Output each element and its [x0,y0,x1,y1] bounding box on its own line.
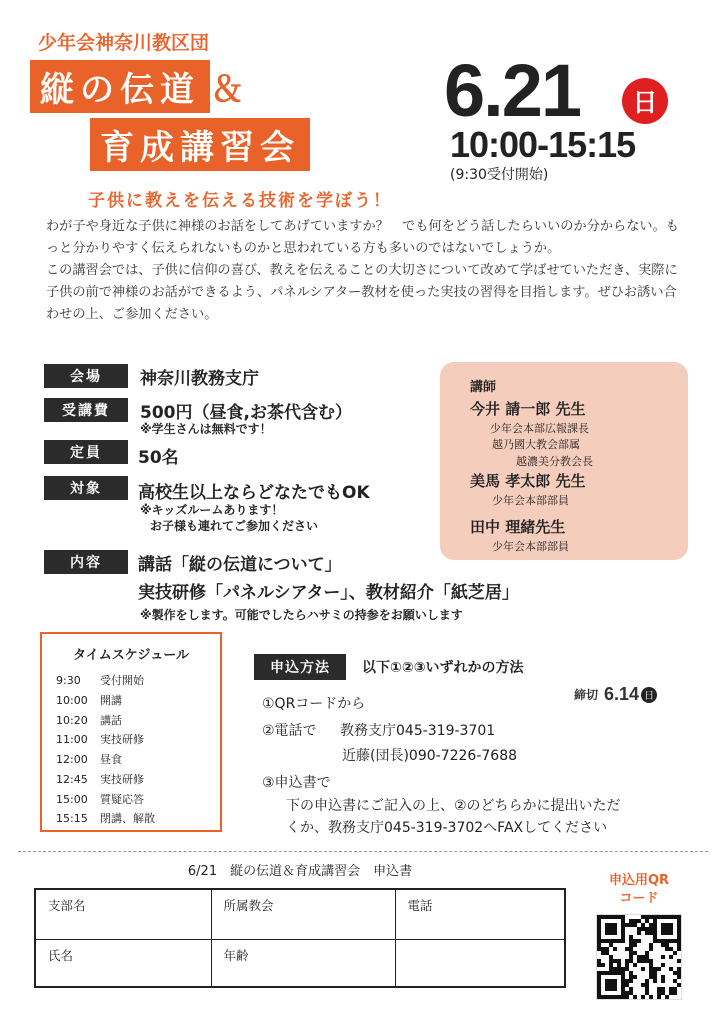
event-date: 6.21 [444,49,581,132]
title-sub: 育成講習会 [90,118,310,171]
fee-label: 受講費 [44,398,128,422]
lecturer-name: 美馬 孝太郎 先生 [470,472,586,490]
venue-value: 神奈川教務支庁 [140,369,259,389]
schedule-item: 開講 [100,694,122,707]
schedule-row [56,692,122,708]
form-church-label: 所属教会 [223,898,274,913]
content-line: 講話「縦の伝道について」 [138,555,342,575]
intro-paragraph: わが子や身近な子供に神様のお話をしてあげていますか？ でも何をどう話したらいいのか分からない。もっと分かりやすく伝えられないものかと思われている方も多いのではないでしょうか。 [46,219,679,256]
subtitle: 子供に教えを伝える技術を学ぼう！ [88,191,392,211]
event-day-badge: 日 [622,78,668,124]
schedule-time: 9:30 [56,674,81,687]
capacity-label: 定員 [44,440,128,464]
form-phone-field[interactable] [395,889,565,939]
schedule-row [56,712,122,728]
form-title: 6/21 縦の伝道＆育成講習会 申込書 [187,864,413,879]
lecturer-panel [440,362,688,560]
content-line: 実技研修「パネルシアター」、教材紹介「紙芝居」 [138,583,519,603]
deadline-label: 締切 [574,688,599,702]
reception-time: (9:30受付開始) [450,167,549,183]
title-ampersand: ＆ [210,70,244,110]
qr-code-icon[interactable] [596,914,682,1000]
schedule-item: 実技研修 [100,773,144,786]
apply-method-form-label: ③申込書で [262,775,331,791]
apply-form-text: くか、教務支庁045-319-3702へFAXしてください [286,820,608,836]
schedule-row [56,672,144,688]
lecturer-role: 少年会本部部員 [492,540,569,553]
form-age-field[interactable] [211,939,395,987]
lecturer-role: 越乃國大教会部属 [492,438,580,451]
schedule-item: 閉講、解散 [100,812,155,825]
lecturer-role: 越濃美分教会長 [516,455,593,468]
schedule-row [56,791,144,807]
form-phone-label: 電話 [407,898,433,913]
application-form [34,888,566,988]
schedule-row [56,771,144,787]
form-name-label: 氏名 [48,947,74,963]
schedule-time: 15:00 [56,793,88,806]
schedule-item: 昼食 [100,753,122,766]
target-note: ※キッズルームあります！ [140,503,284,517]
qr-label [584,872,694,908]
form-age-label: 年齢 [223,947,249,963]
target-label: 対象 [44,476,128,500]
intro-text [46,216,686,326]
schedule-title: タイムスケジュール [73,648,189,663]
schedule-time: 12:45 [56,773,88,786]
form-empty-cell[interactable] [395,939,565,987]
content-note: ※製作をします。可能でしたらハサミの持参をお願いします [140,608,463,622]
fee-note: ※学生さんは無料です！ [140,422,272,436]
form-name-field[interactable] [35,939,211,987]
deadline-day-badge: 日 [641,687,657,703]
apply-method-qr: ①QRコードから [262,696,366,712]
schedule-item: 質疑応答 [100,793,144,806]
schedule-time: 15:15 [56,812,88,825]
form-branch-field[interactable] [35,889,211,939]
deadline [574,684,657,705]
apply-form-text: 下の申込書にご記入の上、②のどちらかに提出いただ [286,798,621,814]
schedule-time: 11:00 [56,733,88,746]
form-church-field[interactable] [211,889,395,939]
organization-name: 少年会神奈川教区団 [38,32,210,54]
target-value: 高校生以上ならどなたでもOK [138,483,370,503]
qr-label-line: 申込用QR [608,873,670,888]
apply-intro: 以下①②③いずれかの方法 [362,660,524,676]
schedule-time: 10:00 [56,694,88,707]
schedule-item: 受付開始 [100,674,144,687]
title-line1 [30,60,244,113]
qr-code-graphic [597,915,681,999]
form-branch-label: 支部名 [48,898,86,913]
lecturer-name: 今井 請一郎 先生 [470,400,586,418]
lecturer-role: 少年会本部部員 [492,494,569,507]
intro-paragraph: この講習会では、子供に信仰の喜び、教えを伝えることの大切さについて改めて学ばせていただき、実際に子供の前で神様のお話ができるよう、パネルシアター教材を使った実技の習得を目指します。ぜひお誘い合わせの上、ご参加ください。 [46,263,678,322]
capacity-value: 50名 [138,448,179,468]
schedule-item: 講話 [100,714,122,727]
qr-label-line: コード [619,891,659,906]
title-main: 縦の伝道 [30,60,210,113]
event-time: 10:00-15:15 [450,124,636,165]
schedule-row [56,731,144,747]
schedule-box [40,632,222,832]
schedule-row [56,751,122,767]
schedule-time: 10:20 [56,714,88,727]
deadline-date: 6.14 [604,684,640,704]
apply-phone-leader: 近藤(団長)090-7226-7688 [342,748,518,764]
apply-phone-office: 教務支庁045-319-3701 [340,723,496,739]
title-line2 [90,118,310,171]
lecturer-role: 少年会本部広報課長 [490,422,589,435]
target-note: お子様も連れてご参加ください [150,519,319,533]
lecturer-name: 田中 理緒先生 [470,518,566,536]
fee-value: 500円（昼食,お茶代含む） [140,403,352,423]
venue-label: 会場 [44,364,128,388]
schedule-time: 12:00 [56,753,88,766]
cut-line [18,851,708,852]
schedule-row [56,810,155,826]
content-label: 内容 [44,550,128,574]
apply-method-phone-label: ②電話で [262,723,317,739]
apply-label: 申込方法 [254,654,346,680]
lecturer-heading: 講師 [470,380,497,395]
schedule-item: 実技研修 [100,733,144,746]
